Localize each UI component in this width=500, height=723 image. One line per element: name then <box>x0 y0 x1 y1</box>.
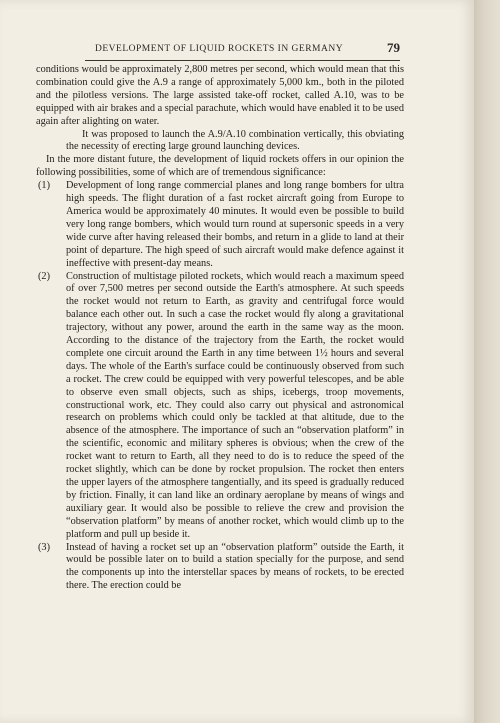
list-item-text: Instead of having a rocket set up an “observation platform” outside the Earth, it would be possible later on to build a station specially for the purpose, and send the components up into the interstellar spaces by means of rockets, to be erected there. The erection could be <box>66 541 404 592</box>
paragraph-future: In the more distant future, the development of liquid rockets offers in our opinion the following possibilities, some of which are of tremendous significance: <box>36 154 404 179</box>
page-header <box>85 40 400 61</box>
list-item-text: Construction of multistage piloted rockets, which would reach a maximum speed of over 7,500 metres per second outside the Earth's atmosphere. At such speeds the rocket would not return to Earth, as gravity and centrifugal force would balance each other out. In such a case the rocket would fly along a gravitational trajectory, without any power, around the earth in the same way as the moon. According to the distance of the trajectory from the Earth, the rocket would complete one circuit around the Earth in any time between 1½ hours and several days. The whole of the Earth's surface could be continuously observed from such a rocket. The crew could be equipped with very powerful telescopes, and be able to observe even small objects, such as ships, icebergs, troop movements, constructional work, etc. They could also carry out physical and astronomical research on problems which could only be tackled at that altitude, due to the absence of the atmosphere. The importance of such an “observation platform” in the scientific, economic and military spheres is obvious; when the crew of the rocket want to return to Earth, all they need to do is to reduce the speed of the rocket slightly, which can be done by rocket propulsion. The rocket then enters the upper layers of the atmosphere tangentially, and its speed is gradually reduced by friction. Finally, it can land like an ordinary aeroplane by means of wings and auxiliary gear. It would also be possible to relieve the crew and provision the “observation platform” by means of another rocket, which would climb up to the platform and pull up beside it. <box>66 270 404 540</box>
paragraph-launch: It was proposed to launch the A.9/A.10 combination vertically, this obviating the necessity of erecting large ground launching devices. <box>66 128 404 153</box>
paragraph-continuation: conditions would be approximately 2,800 metres per second, which would mean that this combination could give the A.9 a range of approximately 5,000 km., both in the piloted and the pilotless versions. The large assisted take-off rocket, called A.10, was to be equipped with air brakes and a special parachute, which would have enabled it to be used again after alighting on water. <box>36 64 404 127</box>
list-item-text: Development of long range commercial planes and long range bombers for ultra high speeds. The flight duration of a fast rocket aircraft going from Europe to America would be approximately 40 minutes. It would even be possible to build very long range bombers, which would turn round at supersonic speeds in a very wide curve after having released their bombs, and return in a glide to land at their point of departure. The high speed of such aircraft would make defence against it ineffective with present-day means. <box>66 180 404 269</box>
running-head: DEVELOPMENT OF LIQUID ROCKETS IN GERMANY <box>95 44 344 54</box>
list-item-number: (2) <box>38 270 51 282</box>
body-text <box>36 64 404 593</box>
page-edge <box>474 0 500 723</box>
page-number: 79 <box>387 40 400 55</box>
list-item-3 <box>36 542 404 594</box>
list-item-number: (1) <box>38 180 51 192</box>
list-item-1 <box>36 180 404 270</box>
list-item-number: (3) <box>38 541 51 553</box>
list-item-2 <box>36 271 404 542</box>
